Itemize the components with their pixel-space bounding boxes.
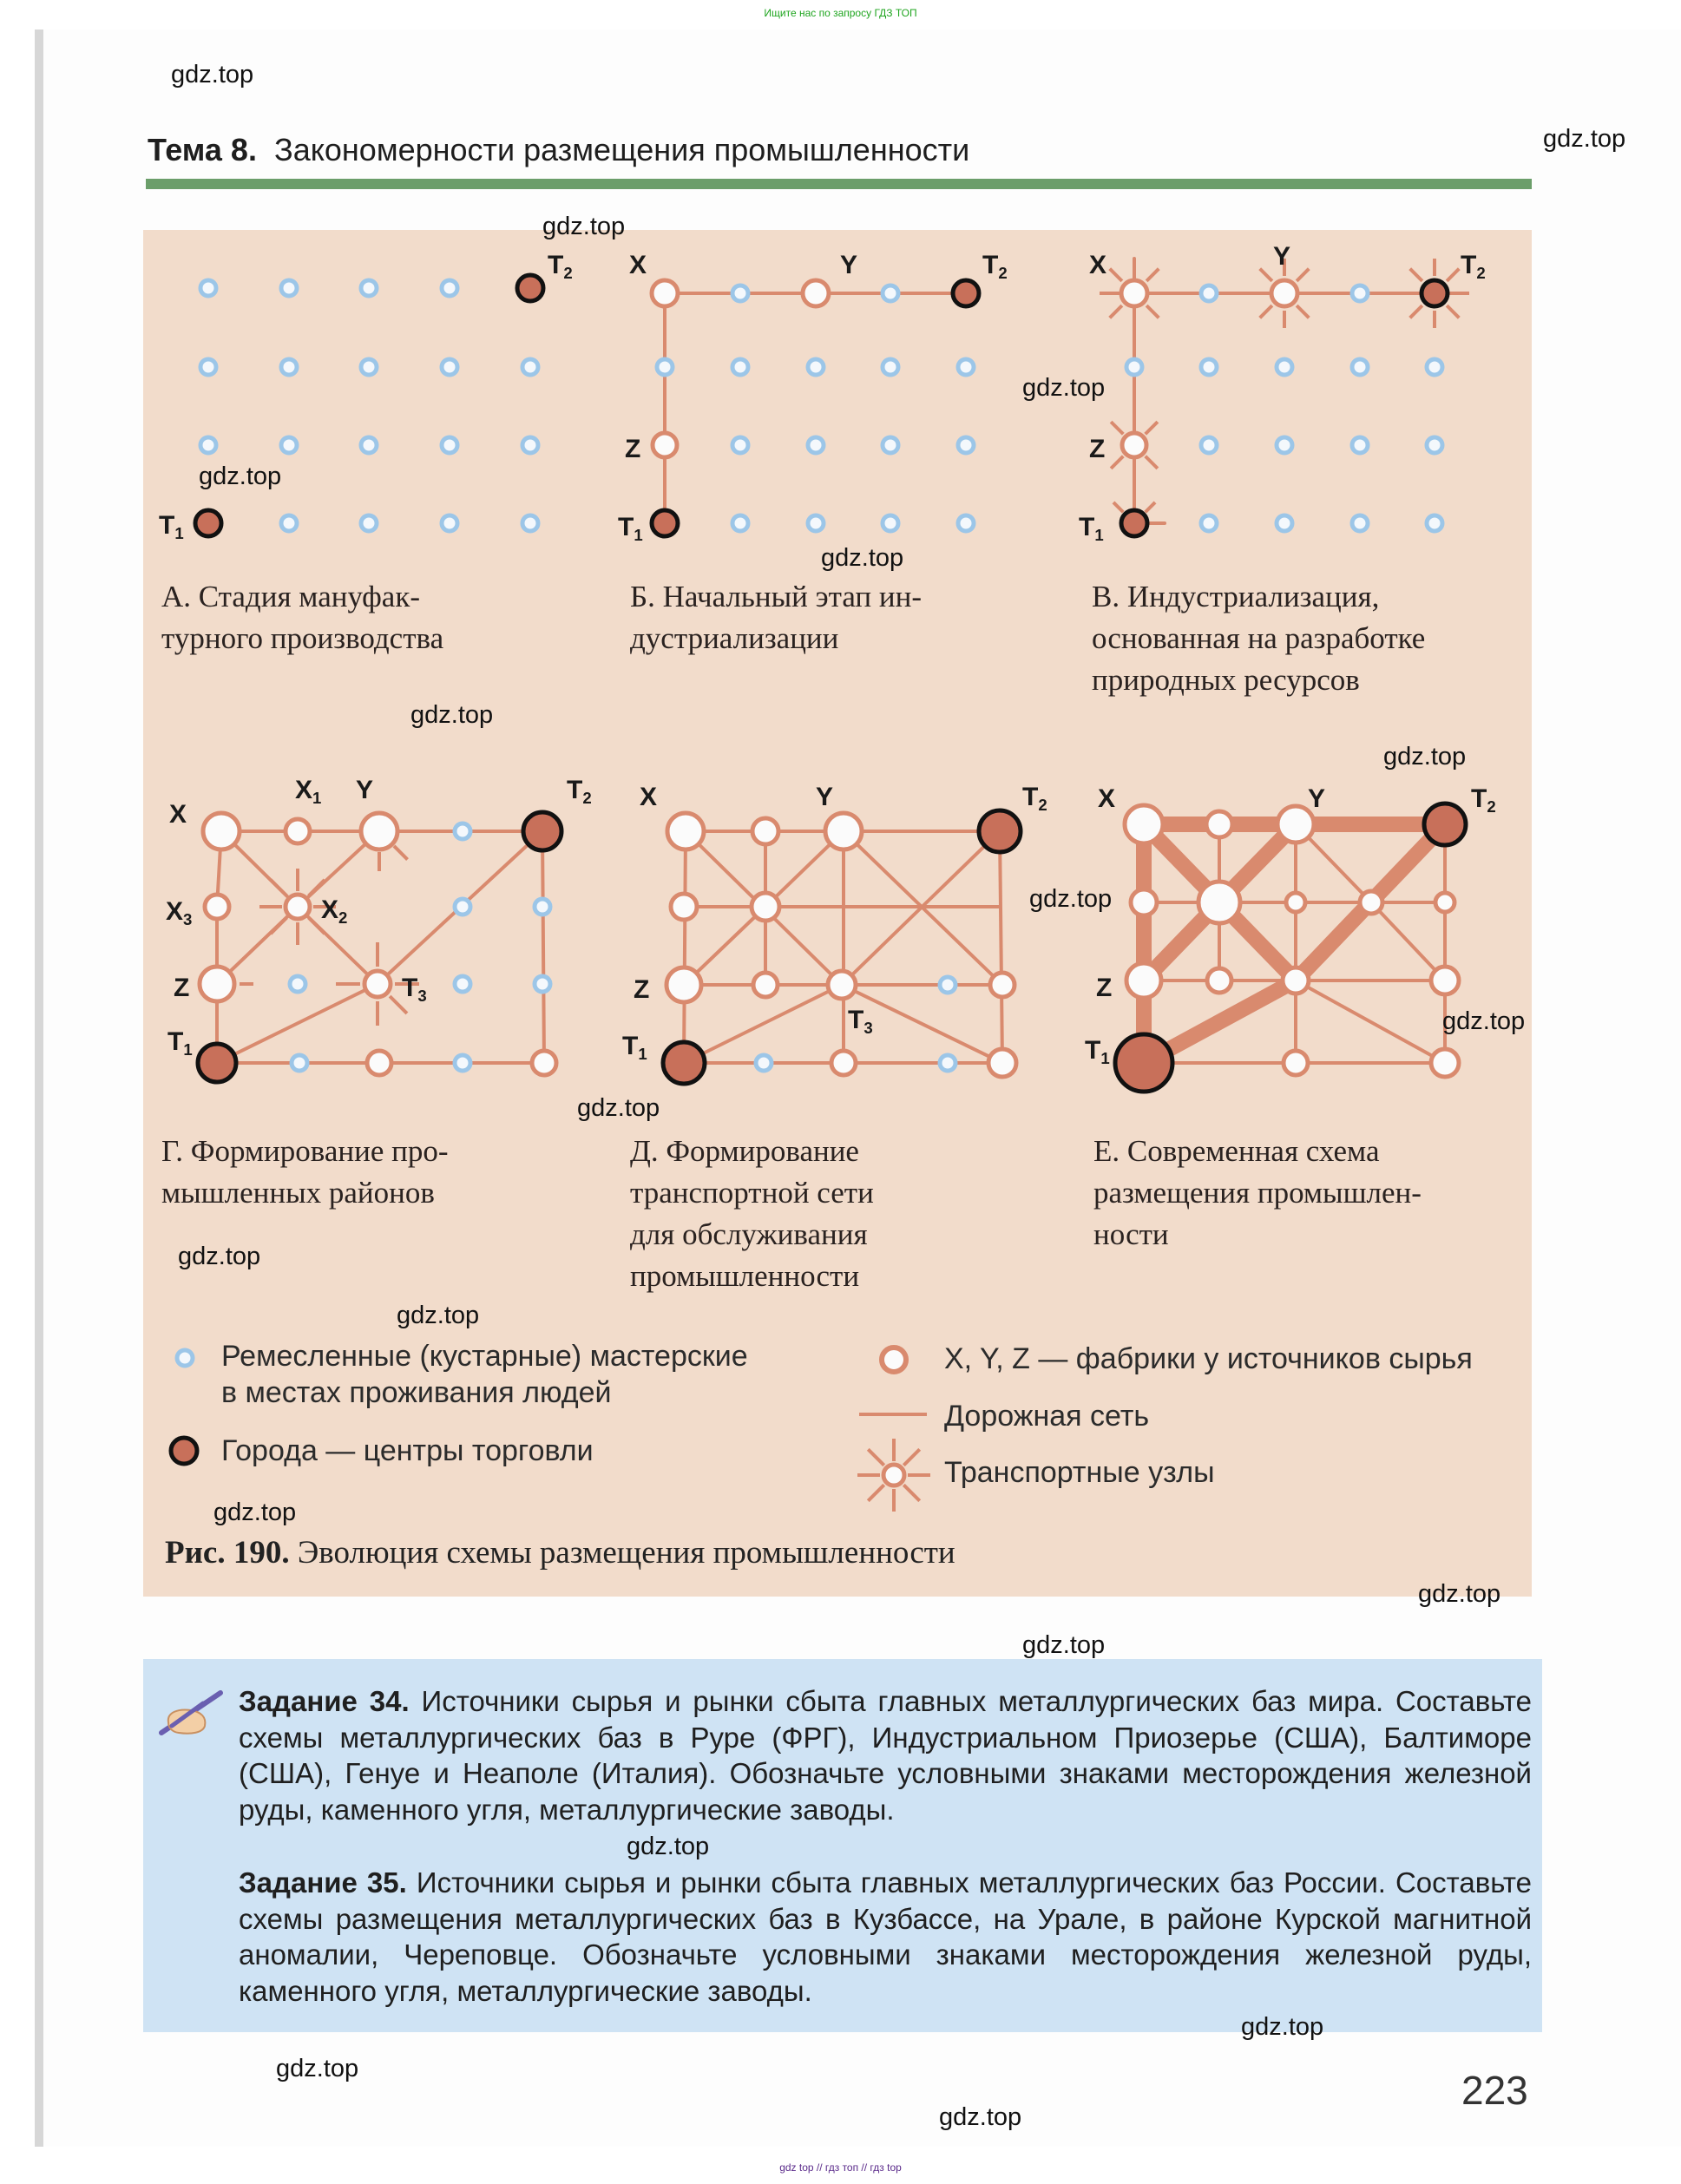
workshop-node [808,359,824,375]
transport-hub-ray [1260,269,1272,281]
workshop-node [940,1055,955,1071]
factory-node [803,280,829,306]
node-label: $T_2$ [548,251,573,282]
node-label: Z [1096,974,1113,1002]
node-label: $T_1$ [159,511,184,542]
workshop-node [200,359,216,375]
road-segment [684,831,686,1063]
factory-node [532,1051,556,1075]
caption-line: размещения промышлен- [1093,1176,1422,1210]
node-label-subscript: 2 [1038,796,1047,814]
node-label-subscript: 2 [563,264,573,282]
watermark: gdz.top [1029,885,1113,913]
workshop-node [1201,359,1217,375]
workshop-node [535,899,550,915]
workshop-node [1126,359,1142,375]
caption-line: основанная на разработке [1092,621,1426,655]
legend-factories: X, Y, Z — фабрики у источников сырья [944,1342,1473,1375]
node-label: $X_2$ [321,895,348,927]
topic-label: Тема 8. [148,132,257,167]
transport-hub-ray [1410,269,1422,281]
task-35-label: Задание 35. [239,1866,407,1899]
workshop-node [200,437,216,453]
road-segment [542,831,544,1063]
node-label: Y [1308,784,1326,813]
workshop-node [732,437,748,453]
workshop-node [361,515,377,531]
city-node [523,812,561,850]
legend-roads: Дорожная сеть [944,1400,1150,1433]
road-segment [1371,902,1445,981]
transport-hub-ray [1113,502,1123,512]
caption-line: дустриализации [630,621,839,655]
topic-heading [148,132,969,168]
transport-hub-ray [1146,502,1155,512]
caption-e [630,1131,874,1297]
caption-b [630,576,922,659]
legend-line: в местах проживания людей [221,1376,612,1409]
task-34-label: Задание 34. [239,1685,410,1717]
figure-caption-text: Эволюция схемы размещения промышленности [297,1535,955,1571]
workshop-node [1277,437,1292,453]
caption-line: турного производства [161,621,444,655]
node-label-subscript: 3 [417,987,427,1005]
factory-node [1431,967,1459,994]
caption-line: Г. Формирование про- [161,1134,449,1168]
node-label: $T_2$ [567,776,592,807]
node-label-subscript: 2 [582,789,592,807]
node-label: $T_1$ [622,1032,647,1063]
writing-hand-icon [153,1688,231,1740]
factory-node [286,895,310,919]
road-segment [1296,981,1445,1063]
watermark: gdz.top [178,1243,261,1270]
node-label: $T_2$ [1461,251,1486,282]
workshop-node [1352,285,1368,301]
factory-node [1206,811,1232,837]
factory-node [1435,893,1454,912]
workshop-node [281,437,297,453]
watermark: gdz.top [397,1302,480,1329]
diagram-panel-d [143,764,612,1093]
legend-transport-hub-icon [855,1436,933,1514]
watermark: gdz.top [1442,1007,1526,1035]
node-label: X [1098,784,1116,813]
workshop-node [657,359,673,375]
workshop-node [1352,437,1368,453]
transport-hub-ray [1111,456,1123,469]
node-label-subscript: 1 [634,526,643,544]
bottom-banner[interactable]: gdz top // гдз топ // гдз top [779,2161,902,2174]
node-label: $T_3$ [848,1006,873,1037]
node-label-subscript: 1 [1100,1049,1110,1067]
workshop-node [281,359,297,375]
workshop-node [442,515,457,531]
topic-underline-bar [146,179,1532,189]
factory-node [1283,967,1309,994]
workshop-node [455,1055,470,1071]
diagram-panel-e [607,764,1076,1093]
legend-cities: Города — центры торговли [221,1434,594,1467]
figure-label: Рис. 190. [165,1535,290,1571]
caption-f [1093,1131,1422,1256]
factory-node [1126,963,1161,998]
workshop-node [535,976,550,992]
legend-line: Ремесленные (кустарные) мастерские [221,1340,748,1373]
workshop-node [1427,515,1442,531]
node-label-subscript: 3 [863,1019,873,1037]
city-node [517,275,543,301]
workshop-node [361,280,377,296]
legend-city-icon [167,1433,201,1468]
workshop-node [883,515,898,531]
factory-node [831,1051,856,1075]
factory-node [367,1051,391,1075]
workshop-node [455,976,470,992]
watermark: gdz.top [577,1094,660,1122]
node-label-subscript: 2 [998,264,1008,282]
diagram-panel-b [607,230,1076,577]
factory-node [1207,968,1231,993]
node-label: $T_1$ [1085,1036,1110,1067]
transport-hub-ray [1146,422,1158,434]
watermark: gdz.top [1022,374,1106,402]
transport-hub-ray [394,846,408,860]
transport-hub-ray [1110,305,1122,318]
workshop-node [808,515,824,531]
workshop-node [732,285,748,301]
legend-transport-hubs: Транспортные узлы [944,1456,1215,1489]
watermark: gdz.top [213,1499,297,1526]
node-label-subscript: 1 [312,789,322,807]
workshop-node [756,1055,772,1071]
transport-hub-ray [868,1485,883,1500]
factory-node [1360,891,1382,914]
watermark: gdz.top [1543,125,1626,153]
caption-line: для обслуживания [630,1217,868,1251]
city-node [953,280,979,306]
node-label: $T_2$ [1471,784,1496,816]
factory-node [286,819,310,843]
node-label: Z [1089,435,1106,463]
watermark: gdz.top [276,2055,359,2082]
node-label-subscript: 1 [638,1045,647,1063]
task-34 [239,1683,1532,1827]
node-label-subscript: 3 [183,910,193,928]
caption-line: Е. Современная схема [1093,1134,1380,1168]
workshop-node [455,899,470,915]
workshop-node [732,359,748,375]
node-label: X [640,783,658,811]
node-label: $T_3$ [402,974,427,1005]
transport-hub-ray [271,880,286,895]
transport-hub-ray [1260,305,1272,318]
caption-line: ности [1093,1217,1169,1251]
factory-node [753,973,778,997]
node-label-subscript: 2 [1476,264,1486,282]
figure-caption [165,1534,955,1571]
caption-d [161,1131,449,1214]
node-label-subscript: 1 [1094,526,1104,544]
road-segment [1000,831,1002,1063]
transport-hub-ray [309,880,325,895]
caption-line: В. Индустриализация, [1092,580,1380,613]
workshop-node [1427,437,1442,453]
factory-node [828,971,856,999]
workshop-node [522,359,538,375]
factory-node [203,813,240,849]
factory-node [652,280,678,306]
page-number: 223 [1461,2068,1528,2113]
legend-workshops [221,1338,748,1411]
factory-node [1431,1049,1459,1077]
transport-hub-ray [903,1485,919,1500]
transport-hub-ray [1297,269,1309,281]
workshop-node [883,359,898,375]
workshop-node [1427,359,1442,375]
node-label: Z [634,975,650,1004]
transport-hub-ray [1111,422,1123,434]
factory-node [1271,280,1297,306]
workshop-node [1352,515,1368,531]
node-label: $T_1$ [618,513,643,544]
workshop-node [883,285,898,301]
node-label-subscript: 2 [338,908,348,927]
node-label: X [629,251,647,279]
node-label: $X_3$ [166,897,193,928]
city-node [198,1044,236,1082]
city-node [1115,1034,1172,1092]
factory-node [200,967,234,1001]
workshop-node [883,437,898,453]
top-banner[interactable]: Ищите нас по запросу ГДЗ ТОП [764,7,917,19]
node-label: Y [840,251,858,279]
workshop-node [958,359,974,375]
watermark: gdz.top [939,2103,1022,2131]
watermark: gdz.top [171,61,254,89]
task-34-text: Источники сырья и рынки сбыта главных металлургических баз мира. Составьте схемы металлургических баз в Руре (ФРГ), Индустриальном Приозерье (США), Балтиморе (США), Генуе и Неаполе (Италия). Обозначьте условными знаками месторождения железной руды, каменного угля, металлургические заводы. [239,1685,1532,1826]
node-label: Z [174,974,190,1002]
factory-node [1198,882,1240,923]
node-label-subscript: 1 [174,524,184,542]
watermark: gdz.top [199,462,282,490]
city-node [1422,280,1448,306]
legend-road-icon [859,1410,929,1419]
watermark: gdz.top [1383,743,1467,771]
city-node [979,810,1021,852]
factory-node [667,813,704,849]
workshop-node [958,437,974,453]
city-node [652,510,678,536]
transport-hub-ray [1447,269,1459,281]
workshop-node [522,437,538,453]
node-label: Y [356,776,374,804]
watermark: gdz.top [1022,1631,1106,1659]
transport-hub-ray [1447,305,1459,318]
node-label: Y [1273,242,1291,271]
factory-node [1121,280,1147,306]
legend-factory-icon [877,1342,911,1377]
node-label: Z [625,435,641,463]
workshop-node [940,977,955,993]
transport-hub-ray [1410,305,1422,318]
factory-node [1125,805,1163,843]
diagram-panel-a [143,230,612,577]
workshop-node [442,437,457,453]
workshop-node [522,515,538,531]
watermark: gdz.top [627,1833,710,1860]
workshop-node [808,437,824,453]
city-node [1424,803,1466,845]
watermark: gdz.top [1418,1580,1501,1608]
node-label: $T_1$ [167,1027,193,1059]
workshop-node [200,280,216,296]
caption-line: Д. Формирование [630,1134,859,1168]
city-node [1121,510,1147,536]
factory-node [1286,893,1305,912]
node-label-subscript: 2 [1487,797,1496,816]
workshop-node [290,976,305,992]
factory-node [364,971,391,997]
node-label: $X_1$ [295,776,322,807]
transport-hub-ray [1297,305,1309,318]
factory-node [671,894,697,920]
factory-node [883,1465,904,1486]
node-label: $T_2$ [982,251,1008,282]
caption-line: транспортной сети [630,1176,874,1210]
transport-hub-ray [868,1449,883,1465]
watermark: gdz.top [410,701,494,729]
transport-hub-ray [1146,456,1158,469]
workshop-node [958,515,974,531]
factory-node [205,895,229,919]
task-35 [239,1865,1532,2009]
caption-line: природных ресурсов [1092,663,1360,697]
workshop-node [361,437,377,453]
factory-node [1284,1051,1308,1075]
road-segment [217,984,378,1063]
workshop-node [1201,437,1217,453]
workshop-node [1201,285,1217,301]
workshop-node [1201,515,1217,531]
topic-title: Закономерности размещения промышленности [273,132,970,167]
city-node [663,1042,705,1084]
caption-line: мышленных районов [161,1176,435,1210]
caption-a [161,576,443,659]
workshop-node [442,280,457,296]
workshop-node [442,359,457,375]
workshop-node [281,515,297,531]
transport-hub-ray [1110,269,1122,281]
watermark: gdz.top [542,213,626,240]
caption-line: Б. Начальный этап ин- [630,580,923,613]
legend-workshop-icon [172,1345,198,1371]
node-label: $T_2$ [1022,783,1047,814]
factory-node [666,967,701,1002]
factory-node [653,433,677,457]
watermark: gdz.top [1241,2013,1324,2041]
workshop-node [1277,359,1292,375]
transport-hub-ray [1146,305,1159,318]
transport-hub-ray [1146,269,1159,281]
workshop-node [281,280,297,296]
transport-hub-ray [903,1449,919,1465]
caption-line: А. Стадия мануфак- [161,580,420,613]
node-label: X [169,800,187,829]
workshop-node [361,359,377,375]
caption-c [1092,576,1425,701]
factory-node [752,818,778,844]
workshop-node [292,1055,307,1071]
workshop-node [1352,359,1368,375]
node-label: $T_1$ [1079,513,1104,544]
factory-node [1131,889,1157,915]
node-label-subscript: 1 [183,1040,193,1059]
factory-node [361,813,397,849]
node-label: Y [816,783,834,811]
city-node [195,510,221,536]
diagram-panel-c [1072,230,1540,577]
node-label: X [1089,251,1107,279]
factory-node [990,973,1015,997]
workshop-node [732,515,748,531]
workshop-node [455,823,470,839]
workshop-node [1277,515,1292,531]
factory-node [752,893,779,921]
factory-node [1122,433,1146,457]
diagram-panel-f [1072,764,1540,1093]
factory-node [988,1049,1016,1077]
watermark: gdz.top [821,544,904,572]
task-35-text: Источники сырья и рынки сбыта главных металлургических баз России. Составьте схемы размещения металлургических баз в Кузбассе, на Урале, в районе Курской магнитной аномалии, Череповце. Обозначьте условными знаками месторождения железной руды, каменного угля, металлургические заводы. [239,1866,1532,2007]
factory-node [825,813,862,849]
transport-hub-ray [271,918,286,934]
caption-line: промышленности [630,1259,860,1293]
